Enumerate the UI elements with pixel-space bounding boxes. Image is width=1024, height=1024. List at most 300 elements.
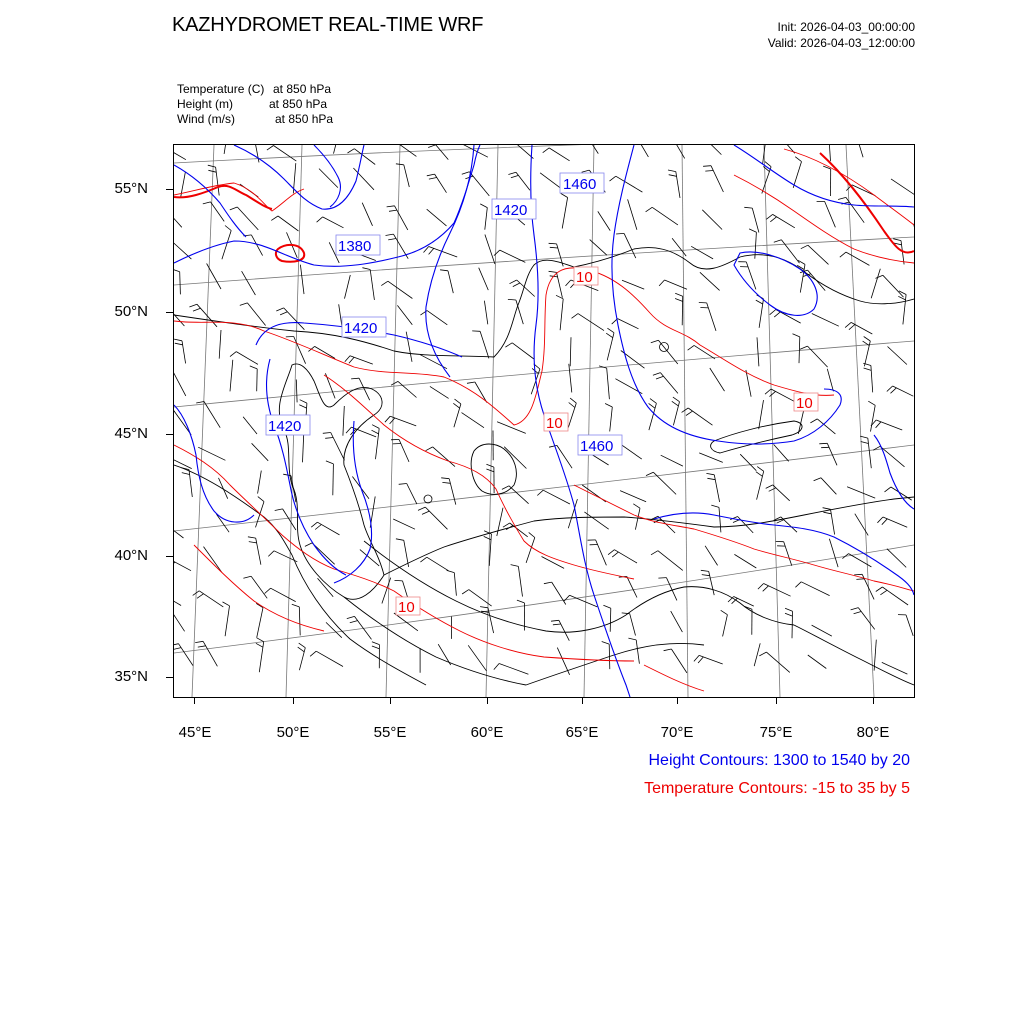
field-row-height [177,97,333,112]
wind-barb-flag [486,469,494,472]
wind-barb-flag [422,511,429,514]
wind-barb-flag [175,343,183,345]
lat-label: 35°N [114,668,148,685]
wind-barb [399,439,409,462]
wind-barb-flag [616,233,624,234]
wind-barb [430,386,449,398]
wind-barb-flag [389,210,397,211]
field-name: Height (m) [177,97,234,111]
temp-contour [174,183,304,211]
lat-tick [166,189,173,190]
wind-barb [512,343,534,359]
wind-barb [568,403,576,427]
wind-barb [688,408,712,425]
wind-barb-flag [174,269,180,272]
wind-barb [799,337,800,363]
wind-barb-flag [429,178,437,180]
wind-barb-flag [766,214,772,219]
wind-barb [887,549,906,568]
wind-barb [596,540,607,565]
wind-barb [516,172,530,190]
wind-barb-flag [174,562,175,567]
wind-barb [237,207,258,230]
wind-barb-flag [602,642,610,645]
wind-barb [225,606,229,636]
wind-barb [406,332,412,362]
wind-barb-flag [396,539,404,541]
wind-barb [793,162,801,188]
wind-barb-flag [292,604,300,607]
wind-barb-flag [702,575,710,576]
wind-barb-flag [189,304,197,307]
wind-barb-flag [385,416,390,422]
wind-barb-flag [838,197,846,199]
wind-barb-flag [659,280,664,286]
wind-barb-flag [549,445,557,447]
lon-label: 70°E [660,724,694,741]
wind-barb-flag [711,505,719,507]
wind-barb-flag [898,296,905,300]
wind-barb-flag [707,478,715,479]
wind-barb-flag [305,543,312,547]
wind-barb [526,538,535,563]
wind-barb-flag [868,401,875,405]
wind-barb [174,591,181,605]
height-contour-label: 1420 [494,202,528,219]
wind-barb-flag [603,605,610,608]
wind-barb [635,145,649,157]
wind-barb [216,514,229,532]
lon-tick [487,697,488,704]
wind-barb [271,588,296,601]
wind-barb-flag [486,464,494,467]
wind-barb-flag [208,170,216,172]
wind-barb [283,509,296,530]
wind-barb-flag [174,648,181,650]
wind-barb-flag [544,582,552,584]
wind-barb-flag [758,584,764,590]
lat-label: 45°N [114,425,148,442]
wind-barb [598,211,610,230]
wind-barb [216,167,220,195]
wind-barb-flag [861,442,869,444]
wind-barb-flag [267,146,274,151]
wind-barb [710,368,725,391]
wind-barb [847,487,875,498]
lon-tick [776,697,777,704]
wind-barb-flag [494,664,499,670]
wind-barb [557,272,563,297]
wind-barb-flag [795,157,801,162]
wind-barb-flag [195,641,203,642]
wind-barb-flag [860,436,868,438]
wind-barb [711,166,723,192]
temp-contour [734,175,914,263]
field-name: Temperature (C) [177,82,265,96]
temperature-contour-label: 10 [576,269,593,286]
wind-barb [370,270,374,300]
wind-barb-flag [447,570,455,572]
wind-barb [812,625,832,636]
wind-barb-flag [349,357,354,363]
wind-barb-flag [694,655,699,661]
wind-barb [395,206,408,230]
meridian-75 [764,145,780,697]
wind-barb [628,199,637,229]
wind-barb-flag [345,356,350,362]
wind-barb [354,149,375,165]
wind-barb-flag [537,490,543,495]
wind-barb-flag [854,574,862,575]
wind-barb [808,655,827,669]
wind-barb [709,571,715,595]
wind-barb-flag [673,397,680,402]
wind-barb-flag [759,652,766,656]
wind-barb [497,422,526,434]
wind-barb [773,485,790,501]
lat-tick [166,556,173,557]
wind-barb-flag [823,508,831,510]
wind-barb-flag [510,280,517,284]
wind-barb-flag [326,461,334,464]
wind-barb [827,369,833,392]
wind-barb-flag [193,308,201,311]
wind-barb [174,457,192,469]
wind-barb [382,578,391,604]
wind-barb [610,407,613,431]
wind-barb-flag [480,204,487,208]
wind-barb-flag [664,649,672,651]
afghanistan-border [526,643,704,685]
turkmenistan-border [344,597,526,685]
wind-barb-flag [265,588,271,593]
lat-label: 55°N [114,180,148,197]
wind-barb [705,546,718,566]
wind-barb [390,145,416,156]
wind-barb-flag [372,646,379,649]
lon-tick [390,697,391,704]
wind-barb-flag [864,368,872,370]
wind-barb-flag [351,378,359,379]
parallel-40 [174,445,914,531]
lat-tick [166,312,173,313]
wind-barb [682,296,683,325]
wind-barb [485,235,495,265]
wind-barb-flag [785,613,792,616]
lon-tick [194,697,195,704]
wind-barb-flag [429,248,434,254]
wind-barb-flag [346,427,351,433]
wind-barb-flag [795,582,801,588]
height-contour [734,145,914,207]
wind-barb-flag [561,193,568,197]
wind-barb [624,233,636,258]
wind-barb-flag [688,345,695,350]
wind-barb-flag [756,472,763,477]
wind-barb [300,265,304,294]
wind-barb [673,402,679,426]
wind-barb-flag [651,551,658,555]
wind-barb-flag [453,403,459,408]
wind-barb [630,614,636,636]
wind-barb-flag [198,646,206,647]
wind-barb [734,554,756,568]
wind-barb [462,413,485,428]
wind-barb [427,557,449,571]
wind-barb [635,508,640,530]
run-info [768,19,915,51]
wind-barb [203,641,217,666]
wind-barb [350,356,373,364]
wind-barb-flag [462,172,470,175]
wind-barb-flag [511,175,519,177]
wind-barb-flag [387,206,395,207]
wind-barb [331,433,345,461]
wind-barb-flag [455,399,461,404]
wind-barb-flag [646,472,653,475]
wind-barb [312,543,335,564]
wind-barb-flag [529,532,535,537]
wind-barb-flag [882,519,888,525]
wind-barb [390,416,416,426]
map-panel [173,144,915,698]
wind-barb [174,147,186,159]
wind-barb-flag [566,280,571,286]
wind-barb-flag [633,504,640,508]
wind-barb [652,207,678,225]
wind-barb [475,382,487,403]
wind-barb-flag [243,576,251,578]
wind-barb [284,308,305,330]
wind-barb [362,203,372,226]
wind-barb [274,146,297,162]
wind-barb-flag [814,478,821,481]
wind-barb-flag [686,411,693,415]
wind-barb [672,145,685,158]
wind-barb-flag [553,624,561,625]
wind-barb [323,217,344,228]
wind-barb-flag [197,594,204,599]
wind-barb-flag [311,522,317,527]
wind-barb-flag [427,174,435,176]
wind-barb-flag [440,270,448,271]
field-row-temperature [177,82,333,97]
wind-barb-flag [508,172,516,174]
wind-barb [242,271,256,295]
wind-barb-flag [230,207,238,210]
wind-barb [888,347,907,365]
wind-barb [317,522,339,535]
wind-barb [397,305,412,324]
wind-barb [256,502,265,528]
wind-barb [746,262,756,290]
wind-barb-flag [605,404,612,408]
field-level: at 850 hPa [273,82,332,96]
parallel-35 [174,545,914,653]
wind-barb [480,331,489,358]
wind-barb-flag [317,217,323,222]
wind-barb [488,608,494,633]
wind-barb-flag [675,299,683,302]
wind-barb-flag [668,170,676,172]
wind-barb-flag [607,328,614,333]
temp-contour [174,445,634,661]
wind-barb [258,471,262,494]
wind-barb-flag [569,403,575,408]
wind-barb-flag [610,176,616,181]
wind-barb [518,566,522,596]
lon-tick [677,697,678,704]
wind-barb [871,405,876,431]
wind-barb-flag [426,447,433,451]
wind-barb [174,243,191,259]
wind-barb [427,311,447,325]
wind-barb-flag [494,250,500,256]
lon-label: 60°E [470,724,504,741]
wind-barb [868,438,872,468]
wind-barb [174,368,186,396]
wind-barb-flag [240,303,248,306]
wind-barb [766,652,789,672]
lat-tick [166,677,173,678]
temp-contour [784,149,914,225]
station-marker [424,495,432,503]
wind-barb-flag [249,542,257,543]
wind-barb-flag [467,382,475,383]
wind-barb-flag [174,616,175,618]
wind-barb-flag [810,419,817,423]
wind-barb [549,148,570,161]
russia-kazakhstan-border [174,248,914,357]
wind-barb-flag [462,590,469,594]
wind-barb-flag [549,243,557,244]
wind-barb [620,491,646,502]
wind-barb-flag [182,473,190,475]
wind-barb [343,406,344,436]
wind-barb [719,507,721,532]
wind-barb-flag [418,507,425,510]
wind-barb-flag [564,595,570,601]
wind-barb-flag [551,620,559,621]
meridian-45 [192,145,214,697]
wind-barb [174,211,182,228]
wind-barb [773,214,795,227]
wind-barb [540,173,560,188]
wind-barb-flag [749,229,756,232]
wind-barb [583,145,599,154]
wind-barb [257,608,263,638]
wind-barb [778,145,795,153]
wind-barb-flag [769,488,776,492]
wind-barb-flag [511,565,519,567]
wind-barb [435,174,447,193]
wind-barb-flag [391,381,398,385]
wind-barb-flag [849,325,855,330]
wind-barb [236,352,258,365]
wind-barb-flag [390,418,395,424]
wind-barb-flag [300,400,307,403]
temp-contour [644,665,704,691]
valid-time: Valid: 2026-04-03_12:00:00 [767,36,915,50]
wind-barb-flag [653,373,661,376]
lon-tick [873,697,874,704]
wind-barb [404,165,410,187]
temp-contour [174,268,834,425]
lon-tick [293,697,294,704]
wind-barb [882,587,908,605]
wind-barb [174,560,191,571]
wind-barb-flag [705,171,713,172]
wind-barb-flag [669,175,677,177]
wind-barb-flag [502,486,509,490]
wind-barb-flag [582,170,590,172]
wind-barb-flag [763,586,769,592]
wind-barb-flag [854,612,862,614]
wind-barb-flag [323,433,331,434]
height-contour [174,405,254,522]
wind-barb [831,509,835,534]
temperature-contour-label: 10 [546,415,563,432]
wind-barb-flag [174,339,182,341]
meridian-70 [682,145,688,697]
wind-barb [700,272,720,290]
wind-barb-flag [225,226,231,231]
wind-barb-flag [484,536,491,539]
wind-barb [784,542,792,566]
wind-barb [499,664,528,675]
iran-border [292,555,426,685]
wind-barb [296,380,297,403]
wind-barb [543,490,570,504]
field-row-wind [177,112,333,127]
wind-barb [500,250,526,262]
wind-barb [614,550,637,563]
wind-barb-flag [646,207,653,212]
wind-barb [174,411,191,435]
wind-barb [702,210,722,230]
wind-barb-flag [785,608,792,611]
wind-barb [469,172,489,196]
wind-barb [222,231,231,260]
wind-barb [817,419,835,434]
wind-barb [388,281,413,298]
wind-barb [393,519,415,529]
wind-barb [616,176,643,192]
wind-barb [334,145,342,154]
wind-barb-flag [612,552,618,557]
wind-barb-flag [770,391,776,396]
wind-barb [189,470,192,497]
wind-barb-flag [550,247,558,248]
wind-barb [754,643,760,666]
wind-barb-flag [543,148,549,153]
wind-barb-flag [891,388,897,393]
wind-barb [516,300,523,324]
wind-barb [891,179,914,195]
wind-barb [829,539,838,567]
wind-barb [871,366,873,393]
wind-barb [653,472,676,494]
wind-barb [198,447,225,460]
wind-barb-flag [570,398,576,403]
wind-barb [846,252,869,265]
wind-barb [299,648,305,671]
wind-barb [333,464,334,495]
wind-barb-flag [675,293,683,296]
wind-barb-flag [823,512,831,514]
wind-barb-flag [299,405,306,408]
wind-barb [855,514,868,536]
